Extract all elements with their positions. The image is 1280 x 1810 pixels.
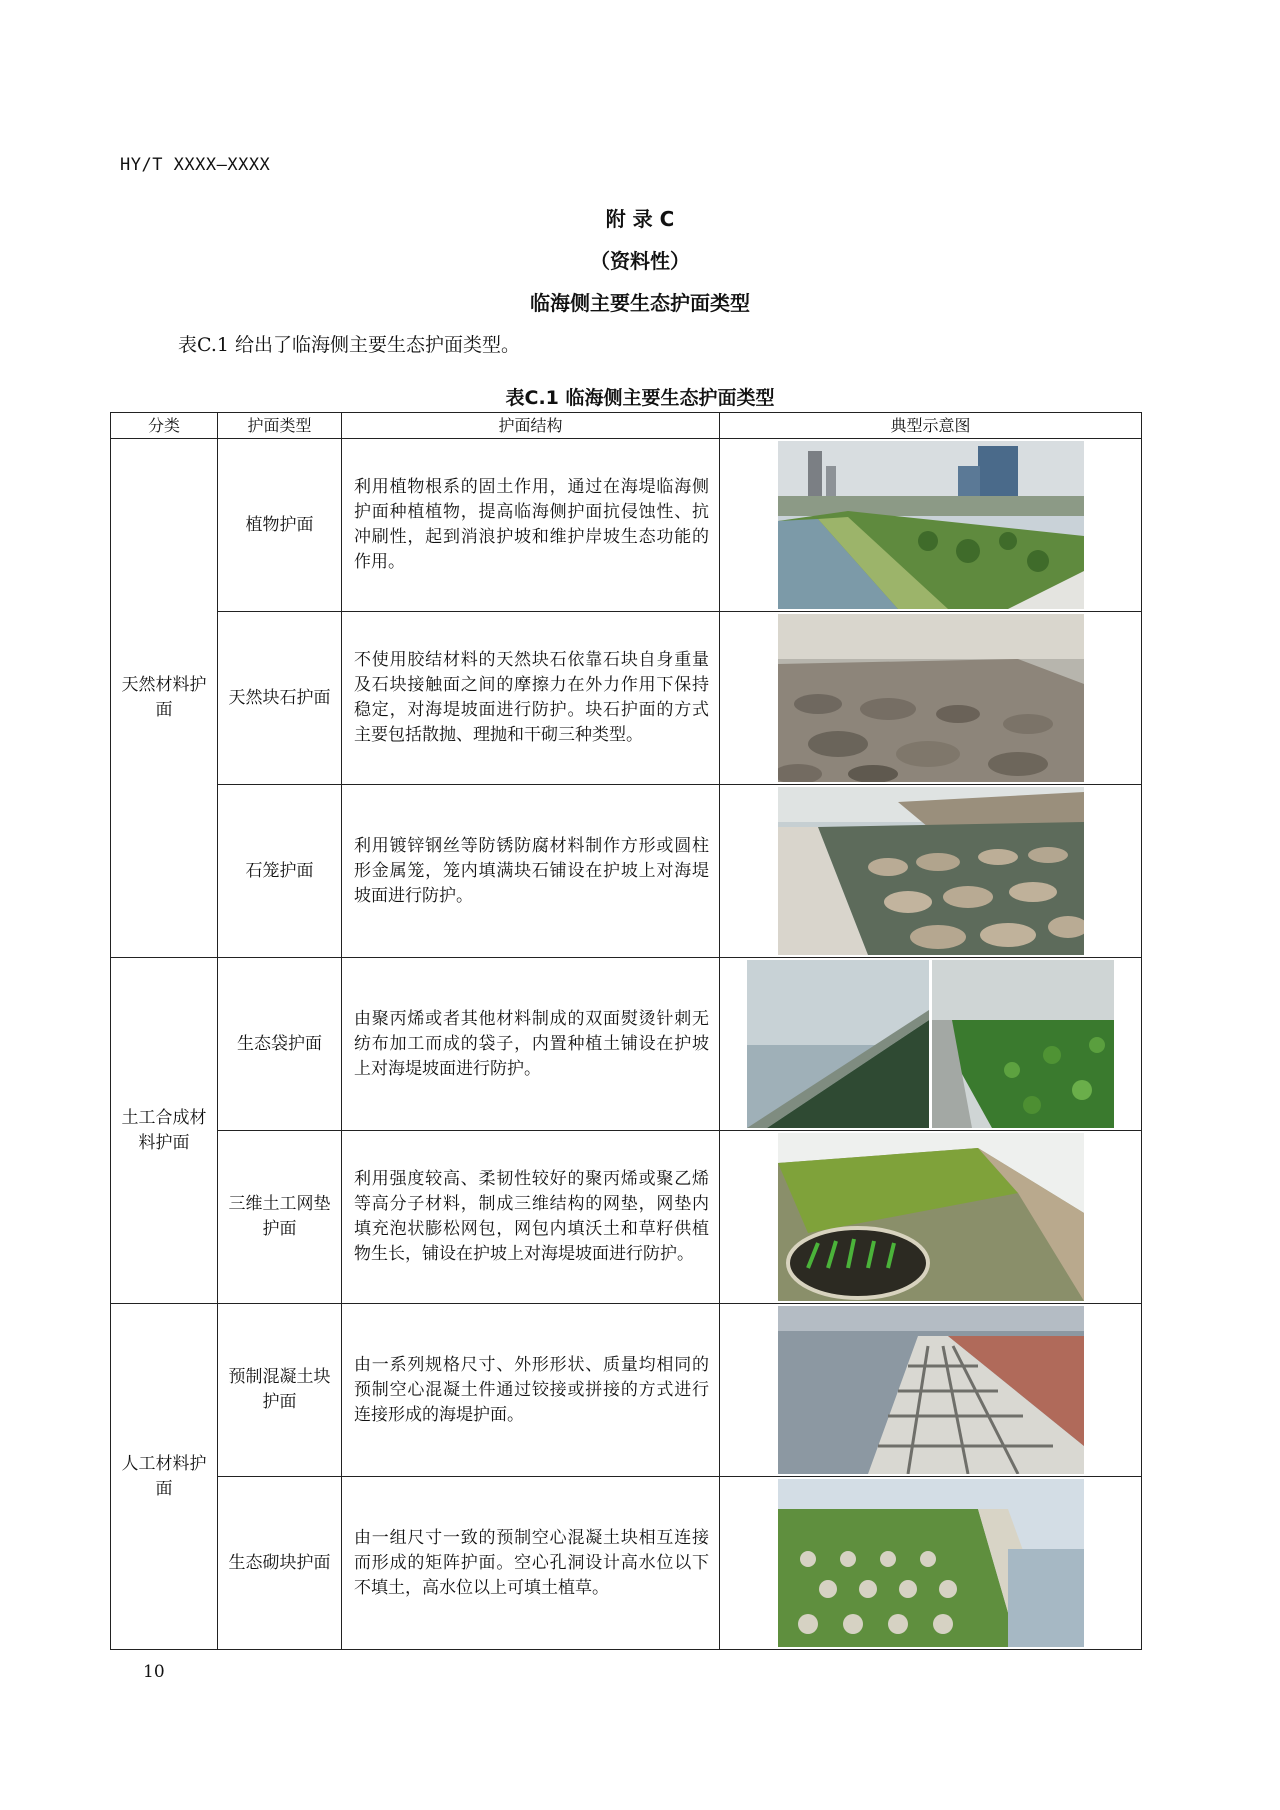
image-cell bbox=[720, 1304, 1142, 1477]
coastal-park-photo bbox=[778, 441, 1084, 609]
type-cell: 预制混凝土块护面 bbox=[218, 1304, 342, 1477]
gabion-slope-photo bbox=[778, 787, 1084, 955]
eco-bag-slope-photos bbox=[747, 960, 1114, 1128]
table-row bbox=[111, 612, 1142, 785]
table-row bbox=[111, 785, 1142, 958]
precast-concrete-block-photo bbox=[778, 1306, 1084, 1474]
revetment-types-table bbox=[110, 412, 1142, 1650]
appendix-title: 附 录 C bbox=[605, 207, 675, 231]
type-cell: 生态砌块护面 bbox=[218, 1477, 342, 1650]
eco-bag-photo-left bbox=[747, 960, 929, 1128]
page-number: 10 bbox=[143, 1662, 165, 1682]
3d-geomat-diagram bbox=[778, 1133, 1084, 1301]
structure-cell: 由一组尺寸一致的预制空心混凝土块相互连接而形成的矩阵护面。空心孔洞设计高水位以下不填土，高水位以上可填土植草。 bbox=[342, 1477, 720, 1650]
standard-code: HY/T XXXX—XXXX bbox=[120, 155, 271, 175]
eco-bag-photo-right bbox=[932, 960, 1114, 1128]
image-cell bbox=[720, 612, 1142, 785]
image-cell bbox=[720, 439, 1142, 612]
category-cell: 天然材料护面 bbox=[111, 439, 218, 958]
category-cell: 人工材料护面 bbox=[111, 1304, 218, 1650]
image-cell bbox=[720, 785, 1142, 958]
intro-paragraph: 表C.1 给出了临海侧主要生态护面类型。 bbox=[178, 334, 521, 356]
type-cell: 天然块石护面 bbox=[218, 612, 342, 785]
table-row bbox=[111, 1131, 1142, 1304]
type-cell: 生态袋护面 bbox=[218, 958, 342, 1131]
type-cell: 植物护面 bbox=[218, 439, 342, 612]
appendix-heading: 临海侧主要生态护面类型 bbox=[530, 291, 750, 315]
structure-cell: 由一系列规格尺寸、外形形状、质量均相同的预制空心混凝土件通过铰接或拼接的方式进行连接形成的海堤护面。 bbox=[342, 1304, 720, 1477]
table-row bbox=[111, 1304, 1142, 1477]
table-row bbox=[111, 1477, 1142, 1650]
image-cell bbox=[720, 1477, 1142, 1650]
type-cell: 三维土工网垫护面 bbox=[218, 1131, 342, 1304]
header-image: 典型示意图 bbox=[720, 413, 1142, 439]
table-caption: 表C.1 临海侧主要生态护面类型 bbox=[505, 387, 775, 409]
eco-block-slope-photo bbox=[778, 1479, 1084, 1647]
header-category: 分类 bbox=[111, 413, 218, 439]
header-structure: 护面结构 bbox=[342, 413, 720, 439]
table-row bbox=[111, 439, 1142, 612]
structure-cell: 不使用胶结材料的天然块石依靠石块自身重量及石块接触面之间的摩擦力在外力作用下保持稳定，对海堤坡面进行防护。块石护面的方式主要包括散抛、理抛和干砌三种类型。 bbox=[342, 612, 720, 785]
structure-cell: 利用镀锌钢丝等防锈防腐材料制作方形或圆柱形金属笼，笼内填满块石铺设在护坡上对海堤坡面进行防护。 bbox=[342, 785, 720, 958]
structure-cell: 利用强度较高、柔韧性较好的聚丙烯或聚乙烯等高分子材料，制成三维结构的网垫，网垫内填充泡状膨松网包，网包内填沃土和草籽供植物生长，铺设在护坡上对海堤坡面进行防护。 bbox=[342, 1131, 720, 1304]
category-cell: 土工合成材料护面 bbox=[111, 958, 218, 1304]
appendix-nature: （资料性） bbox=[590, 249, 690, 273]
riprap-stone-slope-photo bbox=[778, 614, 1084, 782]
structure-cell: 利用植物根系的固土作用，通过在海堤临海侧护面种植植物，提高临海侧护面抗侵蚀性、抗冲刷性，起到消浪护坡和维护岸坡生态功能的作用。 bbox=[342, 439, 720, 612]
structure-cell: 由聚丙烯或者其他材料制成的双面熨烫针刺无纺布加工而成的袋子，内置种植土铺设在护坡上对海堤坡面进行防护。 bbox=[342, 958, 720, 1131]
type-cell: 石笼护面 bbox=[218, 785, 342, 958]
table-row bbox=[111, 958, 1142, 1131]
table-header-row bbox=[111, 413, 1142, 439]
image-cell bbox=[720, 958, 1142, 1131]
image-cell bbox=[720, 1131, 1142, 1304]
header-type: 护面类型 bbox=[218, 413, 342, 439]
